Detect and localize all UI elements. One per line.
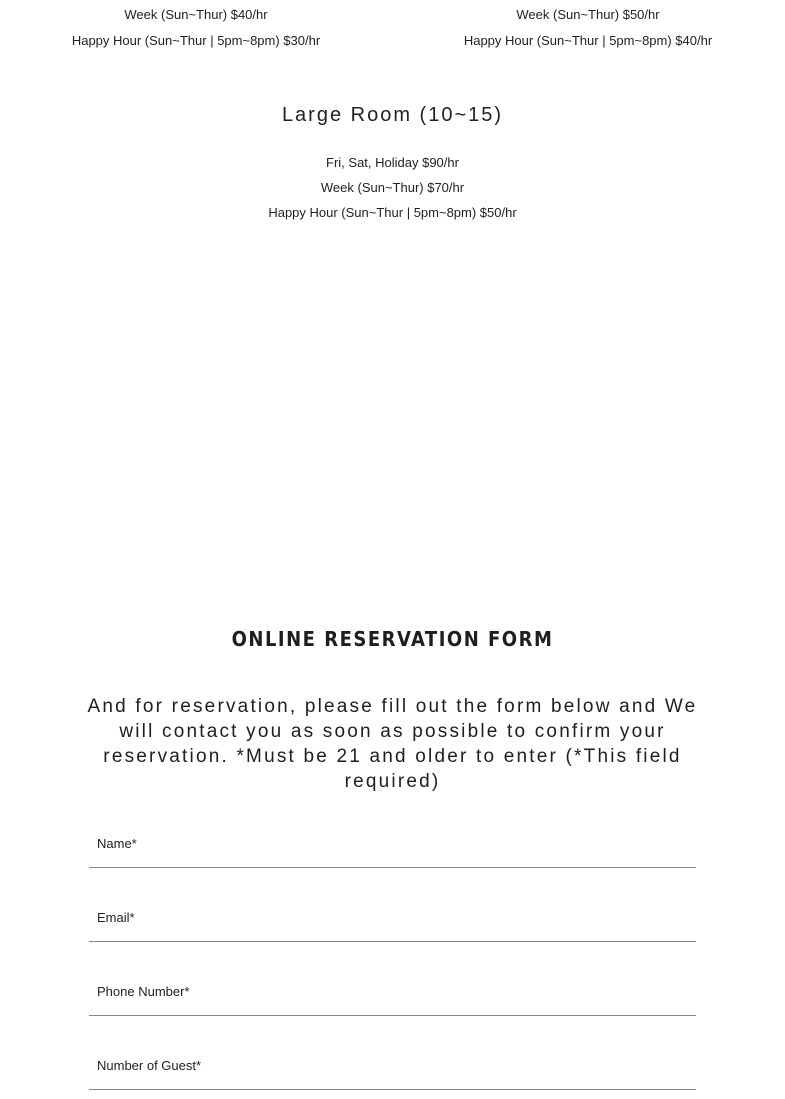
phone-field-container <box>89 967 696 1016</box>
left-week-price: Week (Sun~Thur) $40/hr <box>124 7 268 22</box>
name-input[interactable] <box>89 819 696 867</box>
right-week-price: Week (Sun~Thur) $50/hr <box>516 7 660 22</box>
large-room-title: Large Room (10~15) <box>281 104 504 126</box>
guests-input[interactable] <box>89 1041 696 1089</box>
reservation-form-heading: ONLINE RESERVATION FORM <box>231 627 554 651</box>
large-room-weekend-price: Fri, Sat, Holiday $90/hr <box>326 155 459 170</box>
left-happy-hour-price: Happy Hour (Sun~Thur | 5pm~8pm) $30/hr <box>71 33 321 48</box>
right-happy-hour-price: Happy Hour (Sun~Thur | 5pm~8pm) $40/hr <box>463 33 713 48</box>
email-input[interactable] <box>89 893 696 941</box>
reservation-form-intro: And for reservation, please fill out the form below and We will contact you as soon as possible to confirm your reservation. *Must be 21 and older to enter (*This field required) <box>87 696 698 792</box>
phone-input[interactable] <box>89 967 696 1015</box>
guests-field-container <box>89 1041 696 1090</box>
large-room-week-price: Week (Sun~Thur) $70/hr <box>320 180 465 195</box>
name-field-container <box>89 819 696 868</box>
email-field-container <box>89 893 696 942</box>
large-room-happy-hour-price: Happy Hour (Sun~Thur | 5pm~8pm) $50/hr <box>268 205 517 220</box>
